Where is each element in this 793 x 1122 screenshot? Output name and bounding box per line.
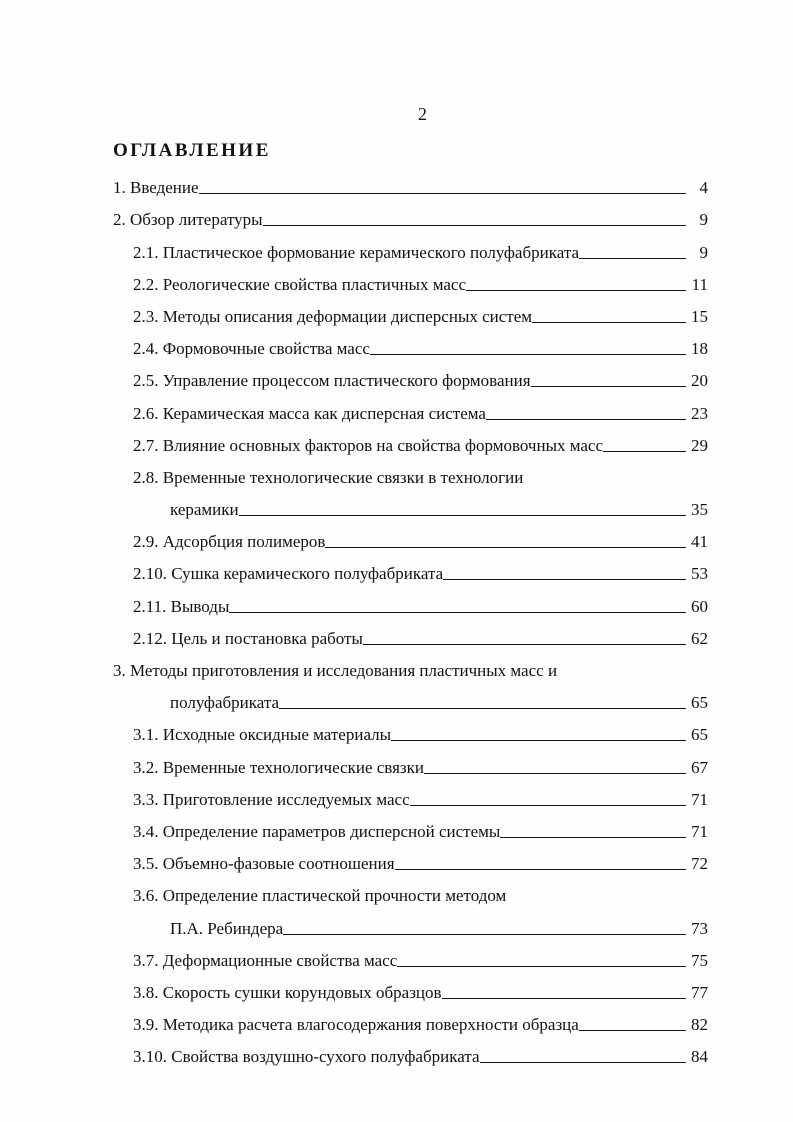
toc-entry (113, 683, 708, 715)
toc-entry (113, 780, 708, 812)
toc-heading: ОГЛАВЛЕНИЕ (113, 140, 271, 161)
toc-leader-line (199, 192, 686, 194)
toc-entry-title: 2.2. Реологические свойства пластичных масс (133, 274, 466, 294)
toc-leader-line (532, 321, 686, 323)
toc-entry-title: 2.3. Методы описания деформации дисперсных систем (133, 306, 533, 326)
toc-leader-line (500, 836, 686, 838)
toc-entry-title: 3.8. Скорость сушки корундовых образцов (133, 982, 442, 1002)
toc-entry-page: 72 (691, 854, 708, 874)
toc-entry (113, 844, 708, 876)
toc-entry-title: 2.10. Сушка керамического полуфабриката (133, 564, 444, 584)
toc-leader-line (579, 257, 686, 259)
toc-leader-line (391, 739, 686, 741)
toc-entry-title: 2.6. Керамическая масса как дисперсная система (133, 403, 486, 423)
toc-entry-page: 60 (691, 596, 708, 616)
toc-entry (113, 619, 708, 651)
toc-entry (113, 908, 708, 940)
toc-entry-title: 1. Введение (113, 178, 199, 198)
toc-entry-page: 23 (691, 403, 708, 423)
toc-leader-line (466, 289, 686, 291)
toc-entry (113, 490, 708, 522)
toc-entry-page: 71 (691, 821, 708, 841)
toc-leader-line (397, 965, 686, 967)
toc-entry (113, 651, 708, 683)
toc-entry (113, 586, 708, 618)
toc-entry-page: 11 (691, 274, 708, 294)
toc-entry-title: 2. Обзор литературы (113, 210, 263, 230)
toc-entry-title: полуфабриката (170, 693, 280, 713)
toc-entry (113, 361, 708, 393)
toc-leader-line (263, 224, 686, 226)
toc-entry-page: 71 (691, 789, 708, 809)
toc-entry-page: 53 (691, 564, 708, 584)
toc-entry (113, 393, 708, 425)
toc-entry-page: 35 (691, 500, 708, 520)
toc-entry (113, 232, 708, 264)
toc-entry-page: 67 (691, 757, 708, 777)
toc-entry (113, 973, 708, 1005)
toc-entry (113, 297, 708, 329)
toc-entry-title: 2.8. Временные технологические связки в технологии (133, 467, 524, 487)
toc-entry-page: 62 (691, 628, 708, 648)
toc-entry-title: 3.5. Объемно-фазовые соотношения (133, 854, 395, 874)
toc-leader-line (283, 933, 686, 935)
toc-leader-line (443, 578, 686, 580)
toc-leader-line (239, 514, 686, 516)
toc-entry (113, 1005, 708, 1037)
toc-entry-title: 2.12. Цель и постановка работы (133, 628, 363, 648)
toc-entry-page: 18 (691, 339, 708, 359)
toc-entry-title: 2.1. Пластическое формование керамического полуфабриката (133, 242, 580, 262)
toc-entry-title: 3.10. Свойства воздушно-сухого полуфабриката (133, 1047, 480, 1067)
toc-entry-page: 9 (699, 242, 708, 262)
toc-entry (113, 715, 708, 747)
toc-entry-title: 3.9. Методика расчета влагосодержания поверхности образца (133, 1015, 579, 1035)
toc-leader-line (325, 546, 686, 548)
toc-leader-line (395, 868, 686, 870)
toc-leader-line (486, 418, 686, 420)
toc-entry-page: 73 (691, 918, 708, 938)
toc-entry-title: 2.5. Управление процессом пластического формования (133, 371, 531, 391)
toc-entry-title: 3.3. Приготовление исследуемых масс (133, 789, 410, 809)
toc-entry-title: керамики (170, 500, 239, 520)
toc-entry-page: 29 (691, 435, 708, 455)
toc-entry-page: 84 (691, 1047, 708, 1067)
toc-entry (113, 1037, 708, 1069)
page-number: 2 (418, 104, 427, 124)
toc-leader-line (579, 1029, 686, 1031)
toc-entry-page: 65 (691, 693, 708, 713)
toc-leader-line (424, 772, 686, 774)
toc-entry (113, 554, 708, 586)
toc-entry (113, 812, 708, 844)
toc-entry-title: 3.6. Определение пластической прочности методом (133, 886, 507, 906)
toc-leader-line (603, 450, 686, 452)
toc-entry (113, 522, 708, 554)
toc-entry-page: 65 (691, 725, 708, 745)
toc-leader-line (480, 1061, 687, 1063)
toc-entry (113, 747, 708, 779)
toc-entry-title: 3.4. Определение параметров дисперсной системы (133, 821, 501, 841)
toc-leader-line (410, 804, 686, 806)
toc-entry (113, 941, 708, 973)
toc-entry-title: 2.4. Формовочные свойства масс (133, 339, 370, 359)
toc-entry (113, 200, 708, 232)
toc-entry-title: 2.7. Влияние основных факторов на свойства формовочных масс (133, 435, 604, 455)
toc-entry-title: 3. Методы приготовления и исследования пластичных масс и (113, 661, 558, 680)
toc-leader-line (370, 353, 686, 355)
toc-entry-page: 20 (691, 371, 708, 391)
toc-entry-page: 9 (699, 210, 708, 230)
toc-leader-line (363, 643, 686, 645)
toc-entry-page: 15 (691, 306, 708, 326)
toc-entry (113, 876, 708, 908)
toc-leader-line (531, 385, 686, 387)
toc-entry (113, 329, 708, 361)
toc-entry (113, 265, 708, 297)
toc-entry-title: 3.2. Временные технологические связки (133, 757, 424, 777)
toc-entry-page: 75 (691, 950, 708, 970)
toc-entry-page: 82 (691, 1015, 708, 1035)
toc-entry-title: 2.11. Выводы (133, 596, 230, 616)
toc-leader-line (279, 707, 686, 709)
toc-leader-line (229, 611, 686, 613)
toc-entry-title: 3.1. Исходные оксидные материалы (133, 725, 392, 745)
toc-entry-page: 77 (691, 982, 708, 1002)
toc-entry-page: 41 (691, 532, 708, 552)
toc-entry-page: 4 (699, 178, 708, 198)
toc-entry (113, 168, 708, 200)
table-of-contents (113, 168, 708, 1069)
toc-entry-title: 2.9. Адсорбция полимеров (133, 532, 326, 552)
toc-entry-title: 3.7. Деформационные свойства масс (133, 950, 398, 970)
toc-entry (113, 426, 708, 458)
toc-entry (113, 458, 708, 490)
toc-leader-line (442, 997, 686, 999)
toc-entry-title: П.А. Ребиндера (170, 918, 284, 938)
